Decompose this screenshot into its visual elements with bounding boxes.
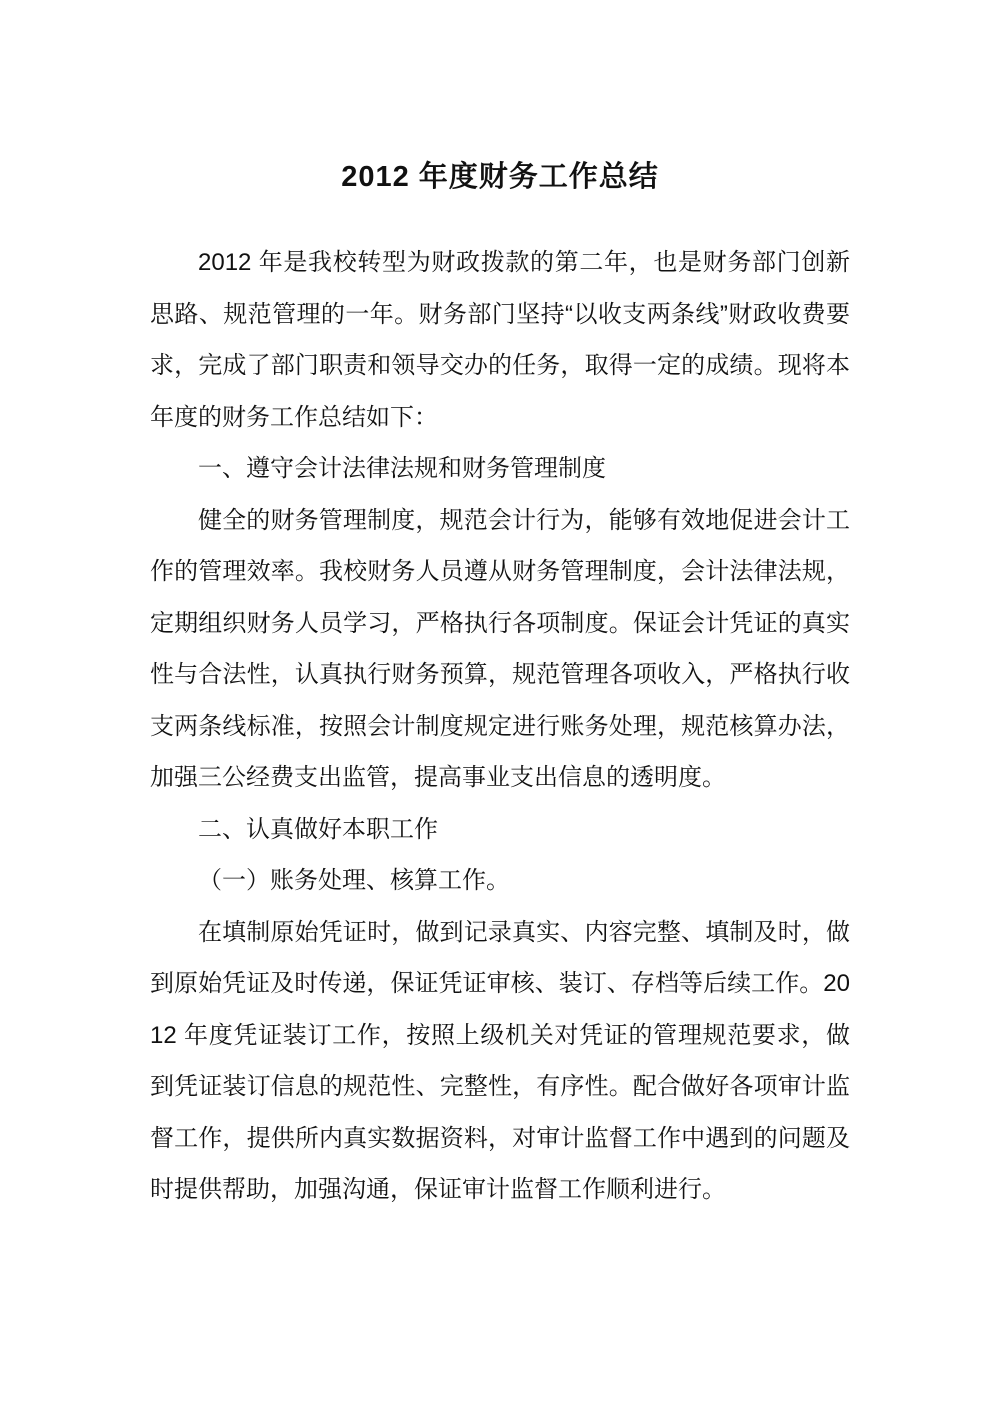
paragraph: 2012 年是我校转型为财政拨款的第二年，也是财务部门创新思路、规范管理的一年。财务部门坚持“以收支两条线”财政收费要求，完成了部门职责和领导交办的任务，取得一定的成绩。现将本年度的财务工作总结如下： [150, 249, 850, 431]
section-heading: 二、认真做好本职工作 [198, 815, 438, 843]
document-title: 2012 年度财务工作总结 [341, 161, 659, 193]
paragraph: 在填制原始凭证时，做到记录真实、内容完整、填制及时，做到原始凭证及时传递，保证凭证审核、装订、存档等后续工作。2012 年度凭证装订工作，按照上级机关对凭证的管理规范要求，做到凭证装订信息的规范性、完整性，有序性。配合做好各项审计监督工作，提供所内真实数据资料，对审计监督工作中遇到的问题及时提供帮助，加强沟通，保证审计监督工作顺利进行。 [150, 918, 850, 1203]
paragraph: 健全的财务管理制度，规范会计行为，能够有效地促进会计工作的管理效率。我校财务人员遵从财务管理制度，会计法律法规，定期组织财务人员学习，严格执行各项制度。保证会计凭证的真实性与合法性，认真执行财务预算，规范管理各项收入，严格执行收支两条线标准，按照会计制度规定进行账务处理，规范核算办法，加强三公经费支出监管，提高事业支出信息的透明度。 [150, 506, 850, 791]
section-heading: （一）账务处理、核算工作。 [198, 867, 510, 894]
document-body [150, 237, 850, 1216]
section-heading: 一、遵守会计法律法规和财务管理制度 [198, 455, 606, 482]
